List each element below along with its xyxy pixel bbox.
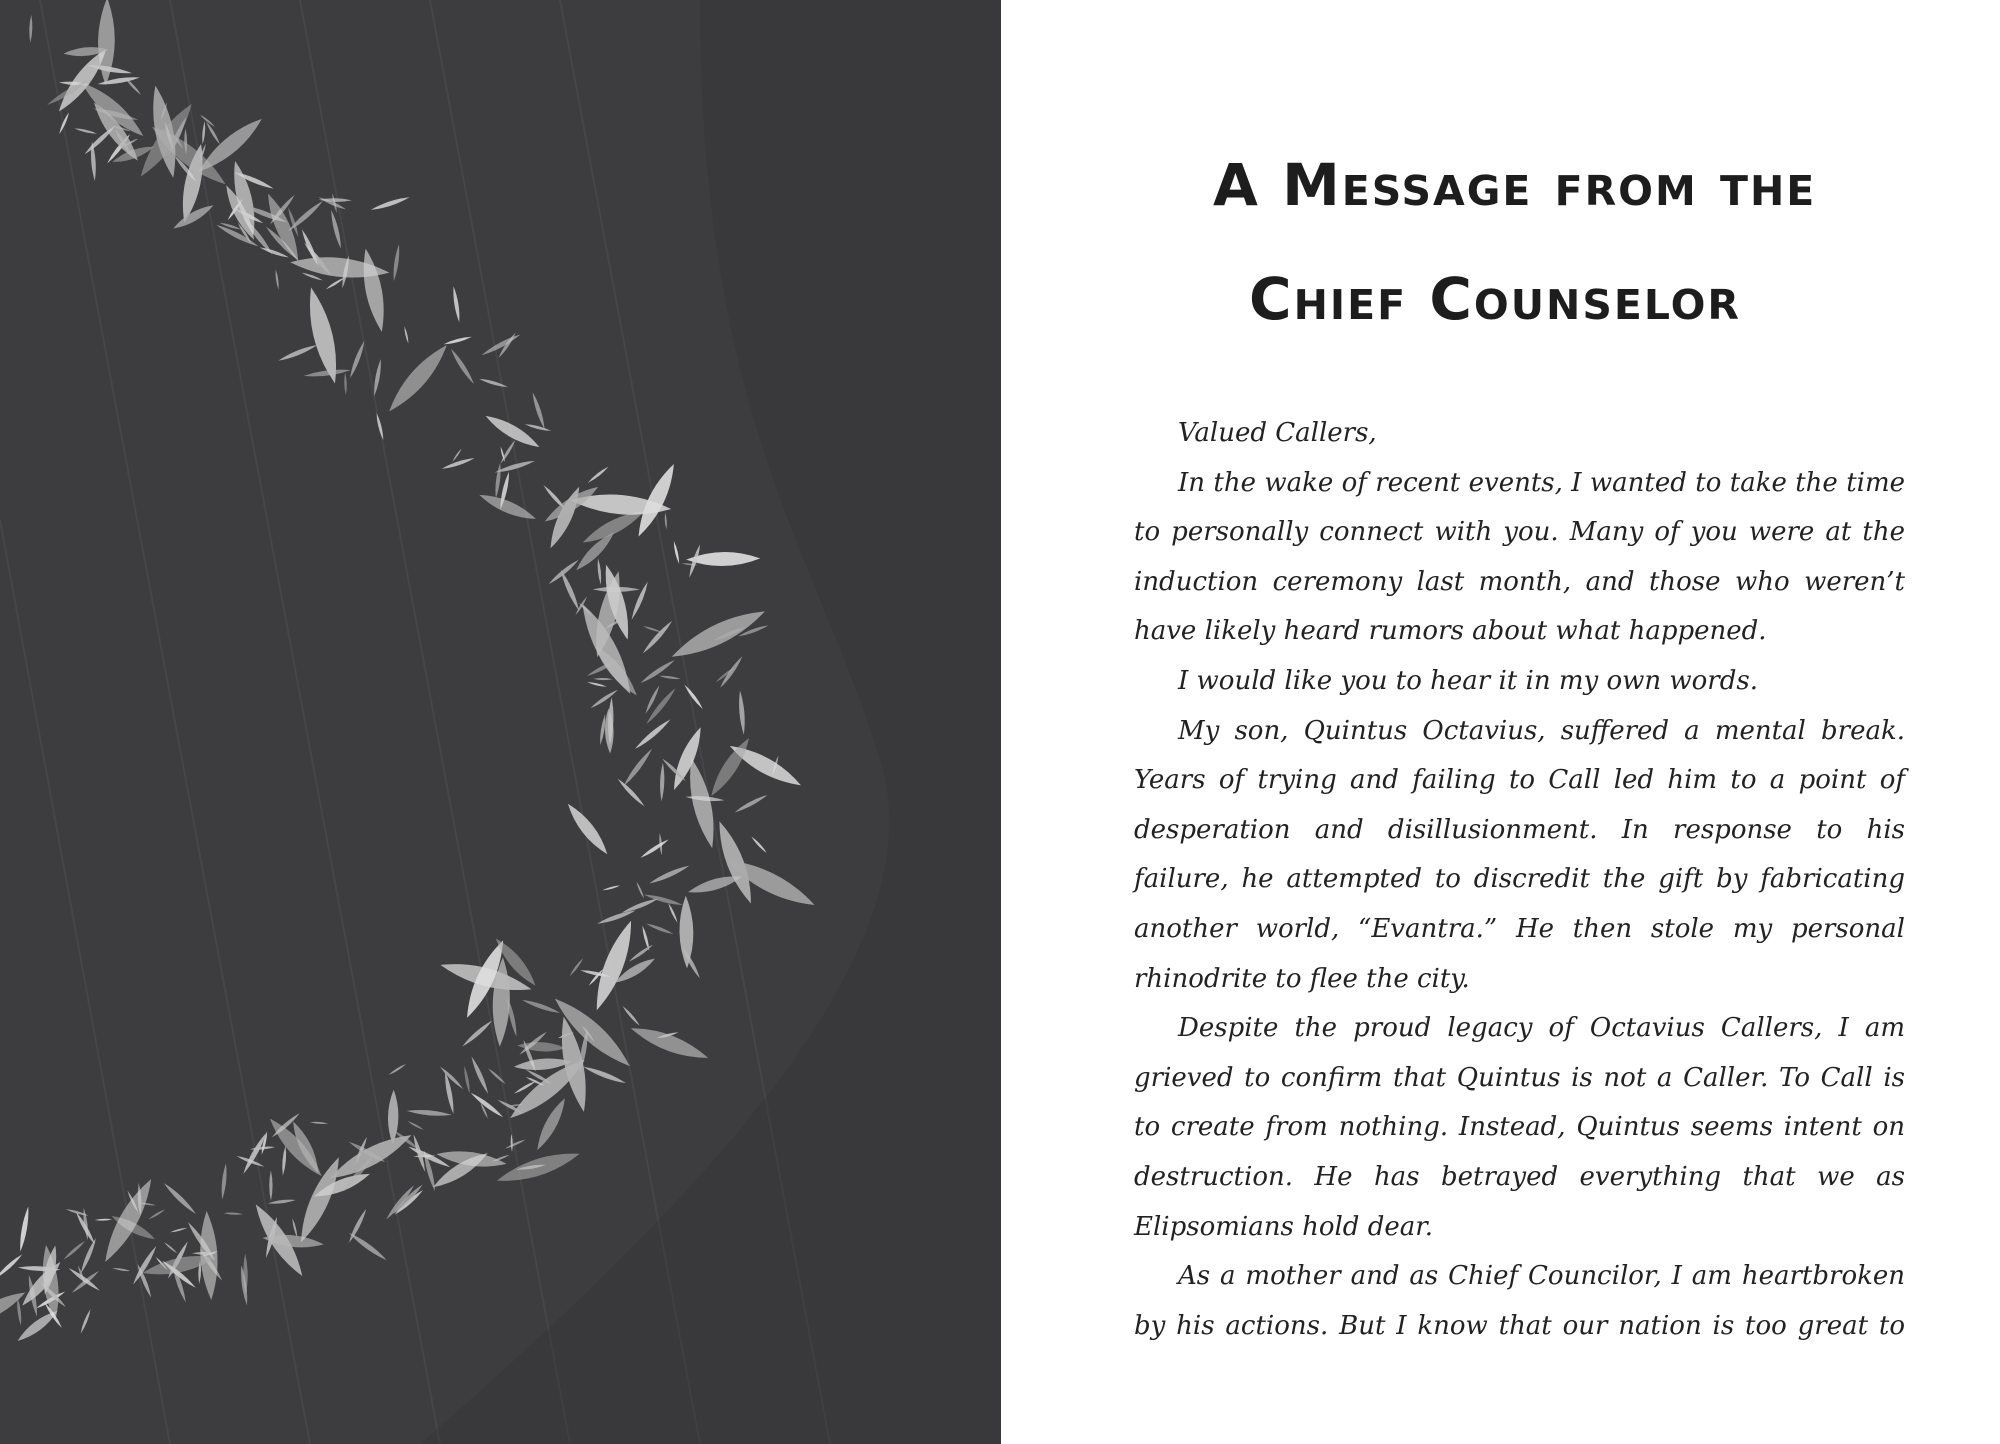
- leaf: [370, 195, 410, 212]
- leaf: [461, 1019, 494, 1048]
- leaf: [291, 1218, 298, 1238]
- text-page: [1001, 0, 2000, 1444]
- leaf: [162, 1181, 197, 1215]
- leaf: [494, 1146, 582, 1189]
- leaf: [281, 1145, 287, 1175]
- leaf: [348, 340, 366, 379]
- leaf: [383, 340, 453, 417]
- leaf: [452, 286, 462, 323]
- letter-paragraph: I would like you to hear it in my own words.: [1178, 665, 1758, 696]
- leaf: [639, 658, 676, 685]
- leaf: [67, 1266, 101, 1292]
- leaf: [344, 373, 347, 396]
- leaf: [79, 1309, 92, 1335]
- letter-paragraph: My son, Quintus Octavius, suffered a mental break. Years of trying and failing to Call led him to a point of desperation and disillusionment. In response to his failure, he attempted to discredit the gift by fabricating another world, “Evantra.” He then stole my personal rhinodrite to flee the city.: [1134, 715, 1905, 994]
- leaf: [524, 423, 551, 433]
- leaf: [267, 1198, 295, 1205]
- leaf: [673, 541, 681, 565]
- leaf: [531, 392, 547, 430]
- leaf: [275, 269, 280, 290]
- leaf: [97, 0, 115, 86]
- leaf: [643, 892, 683, 907]
- leaf: [358, 247, 390, 333]
- leaf: [547, 558, 580, 586]
- leaf: [18, 1206, 31, 1252]
- leaf: [659, 675, 681, 680]
- leaf: [590, 688, 619, 709]
- letter-paragraph: Valued Callers,: [1178, 418, 1377, 448]
- leaf: [201, 121, 206, 144]
- leaf: [269, 1170, 272, 1201]
- letter-paragraph: Despite the proud legacy of Octavius Callers, I am grieved to confirm that Quintus is not a Caller. To Call is to create from nothing. Instead, Quintus seems intent on destruction. He has betrayed everything that we as Elipsomians hold dear.: [1134, 1013, 1905, 1242]
- leaf: [407, 1120, 424, 1130]
- leaf: [220, 1163, 228, 1200]
- leaf: [636, 881, 646, 899]
- leaf: [479, 377, 509, 388]
- leaf: [223, 1212, 243, 1215]
- leaf: [630, 581, 650, 621]
- leaf: [388, 1090, 399, 1145]
- leaf: [199, 114, 215, 128]
- leaf: [277, 343, 318, 363]
- leaf: [0, 1253, 23, 1280]
- leaf: [443, 335, 472, 346]
- leaf: [521, 998, 561, 1015]
- leaf: [733, 793, 768, 814]
- leaf: [241, 1132, 268, 1175]
- leaf: [628, 1021, 711, 1065]
- leaf: [477, 490, 538, 525]
- leaf: [95, 1218, 113, 1221]
- leaf: [664, 512, 667, 529]
- leaf: [403, 326, 409, 344]
- leaf: [641, 619, 674, 655]
- leaf: [719, 655, 745, 689]
- leaf: [587, 681, 607, 688]
- leaf: [706, 734, 755, 799]
- leaf: [469, 1056, 490, 1095]
- leaf: [602, 885, 620, 892]
- leaf: [487, 1067, 506, 1085]
- leaf: [587, 465, 610, 484]
- leaf: [388, 1063, 407, 1076]
- leaves: [0, 0, 819, 1345]
- leaf: [198, 1210, 220, 1300]
- leaf: [74, 127, 97, 135]
- leaf: [667, 902, 679, 923]
- letter-paragraph: In the wake of recent events, I wanted to take the time to personally connect with you. Many of you were at the induction ceremony last month, and those who weren’t have likely heard rumors about what happened.: [1134, 467, 1905, 647]
- leaf: [616, 777, 646, 808]
- letter-paragraph: As a mother and as Chief Councilor, I am heartbroken by his actions. But I know that our nation is too great to: [1134, 1261, 1905, 1341]
- leaf: [16, 1297, 23, 1326]
- leaf: [569, 957, 585, 977]
- leaf: [441, 456, 475, 470]
- leaf: [375, 413, 385, 441]
- leaf: [392, 244, 401, 281]
- leaf: [262, 191, 305, 264]
- leaf: [163, 1241, 178, 1254]
- leaf: [593, 678, 613, 680]
- leaf: [449, 347, 476, 385]
- leaf: [170, 1227, 188, 1233]
- leaf: [582, 1064, 627, 1085]
- leaf: [597, 558, 603, 585]
- leaf: [633, 717, 672, 751]
- leaf: [679, 895, 694, 968]
- leaf: [659, 763, 665, 802]
- leaf: [62, 1239, 86, 1260]
- leaf: [97, 1175, 159, 1267]
- leaf: [29, 15, 33, 43]
- leaf: [683, 683, 704, 710]
- leaf: [0, 1287, 29, 1333]
- leaf: [621, 1005, 640, 1027]
- chapter-title: [1001, 128, 2000, 356]
- chapter-title-line-1: A Message from the: [1213, 151, 1817, 219]
- shadow-band: [420, 0, 1001, 1444]
- leaf: [639, 838, 669, 859]
- leaf: [406, 1108, 452, 1117]
- leaf: [452, 448, 463, 462]
- leaf: [645, 922, 674, 936]
- leaf: [622, 747, 655, 788]
- leaf: [463, 1065, 472, 1094]
- leaf: [750, 836, 767, 854]
- leaf: [648, 863, 690, 885]
- leaf: [563, 800, 612, 858]
- letter-body: [1134, 409, 1905, 1351]
- leaf: [494, 463, 502, 499]
- leaf: [310, 1121, 329, 1124]
- leaf: [83, 124, 116, 156]
- leaf: [318, 196, 347, 212]
- chapter-title-line-2: Chief Counselor: [1249, 265, 1741, 333]
- leaf: [293, 1154, 347, 1246]
- leaf: [588, 918, 639, 1014]
- leaf: [738, 690, 747, 735]
- leaf: [112, 1267, 130, 1272]
- leaf: [439, 1065, 465, 1090]
- leaf: [148, 1208, 166, 1220]
